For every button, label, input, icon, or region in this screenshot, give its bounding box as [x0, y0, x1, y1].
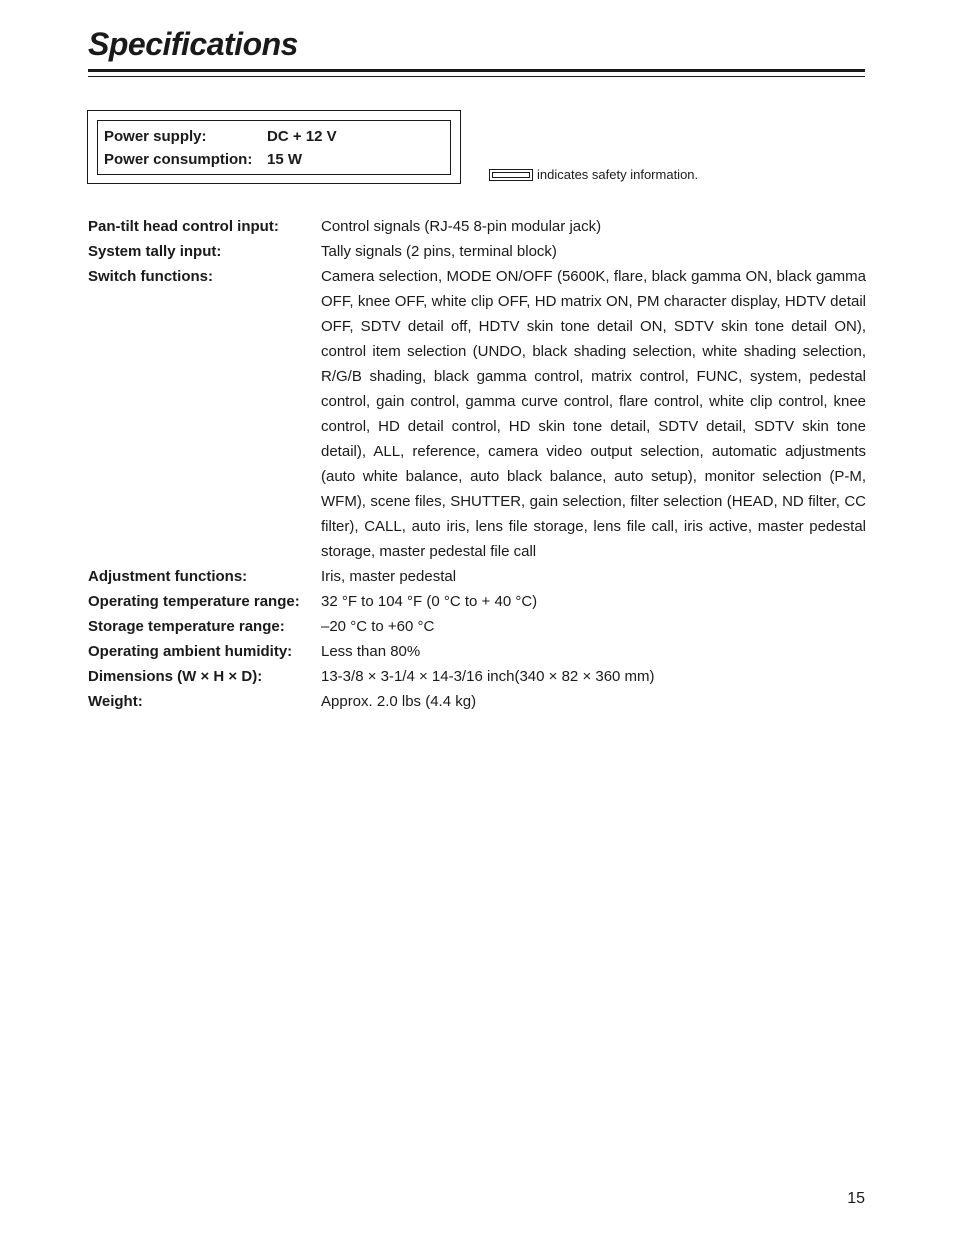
power-box-inner	[97, 120, 451, 175]
spec-row-storage-temp	[88, 614, 866, 639]
spec-label: Switch functions:	[88, 268, 213, 285]
spec-label: Operating ambient humidity:	[88, 643, 293, 660]
spec-row-weight	[88, 689, 866, 714]
spec-row-tally	[88, 239, 866, 264]
page-title: Specifications	[88, 26, 298, 62]
spec-row-humidity	[88, 639, 866, 664]
power-supply-row	[104, 128, 337, 145]
spec-value: Less than 80%	[321, 643, 421, 660]
power-box	[87, 110, 461, 184]
spec-label: System tally input:	[88, 243, 222, 260]
power-supply-value: DC + 12 V	[267, 128, 337, 145]
spec-list	[88, 214, 866, 714]
spec-label: Adjustment functions:	[88, 568, 248, 585]
spec-label: Storage temperature range:	[88, 618, 285, 635]
spec-row-dimensions	[88, 664, 866, 689]
power-consumption-label: Power consumption:	[104, 151, 253, 168]
spec-label: Dimensions (W × H × D):	[88, 668, 263, 685]
spec-row-pan-tilt	[88, 214, 866, 239]
title-rule-thick	[88, 69, 865, 72]
page-number: 15	[847, 1190, 865, 1207]
spec-value: –20 °C to +60 °C	[321, 618, 435, 635]
safety-box-icon	[489, 169, 533, 181]
spec-label: Operating temperature range:	[88, 593, 300, 610]
spec-value: 13-3/8 × 3-1/4 × 14-3/16 inch(340 × 82 × 360 mm)	[321, 668, 655, 685]
spec-row-adjustment	[88, 564, 866, 589]
spec-row-switch-functions	[88, 264, 866, 564]
spec-value: Tally signals (2 pins, terminal block)	[321, 243, 557, 260]
spec-label: Pan-tilt head control input:	[88, 218, 279, 235]
spec-value: Camera selection, MODE ON/OFF (5600K, flare, black gamma ON, black gamma OFF, knee OFF, white clip OFF, HD matrix ON, PM character display, HDTV detail OFF, SDTV detail off, HDTV skin tone detail ON, SDTV skin tone detail ON), control item selection (UNDO, black shading selection, white shading selection, R/G/B shading, black gamma control, matrix control, FUNC, system, pedestal control, gain control, gamma curve control, flare control, white clip control, knee control, HD detail control, HD skin tone detail, SDTV detail, SDTV skin tone detail), ALL, reference, camera video output selection, automatic adjustments (auto white balance, auto black balance, auto setup), monitor selection (P-M, WFM), scene files, SHUTTER, gain selection, filter selection (HEAD, ND filter, CC filter), CALL, auto iris, lens file storage, lens file call, iris active, master pedestal storage, master pedestal file call	[321, 268, 866, 560]
spec-row-operating-temp	[88, 589, 866, 614]
safety-note	[489, 167, 698, 182]
title-rule-thin	[88, 76, 865, 77]
spec-value: Control signals (RJ-45 8-pin modular jack)	[321, 218, 602, 235]
safety-note-text: indicates safety information.	[537, 167, 699, 182]
power-consumption-row	[104, 151, 302, 168]
spec-value: 32 °F to 104 °F (0 °C to + 40 °C)	[321, 593, 538, 610]
spec-value: Iris, master pedestal	[321, 568, 457, 585]
spec-label: Weight:	[88, 693, 143, 710]
power-consumption-value: 15 W	[267, 151, 303, 168]
spec-value: Approx. 2.0 lbs (4.4 kg)	[321, 693, 477, 710]
power-supply-label: Power supply:	[104, 128, 207, 145]
